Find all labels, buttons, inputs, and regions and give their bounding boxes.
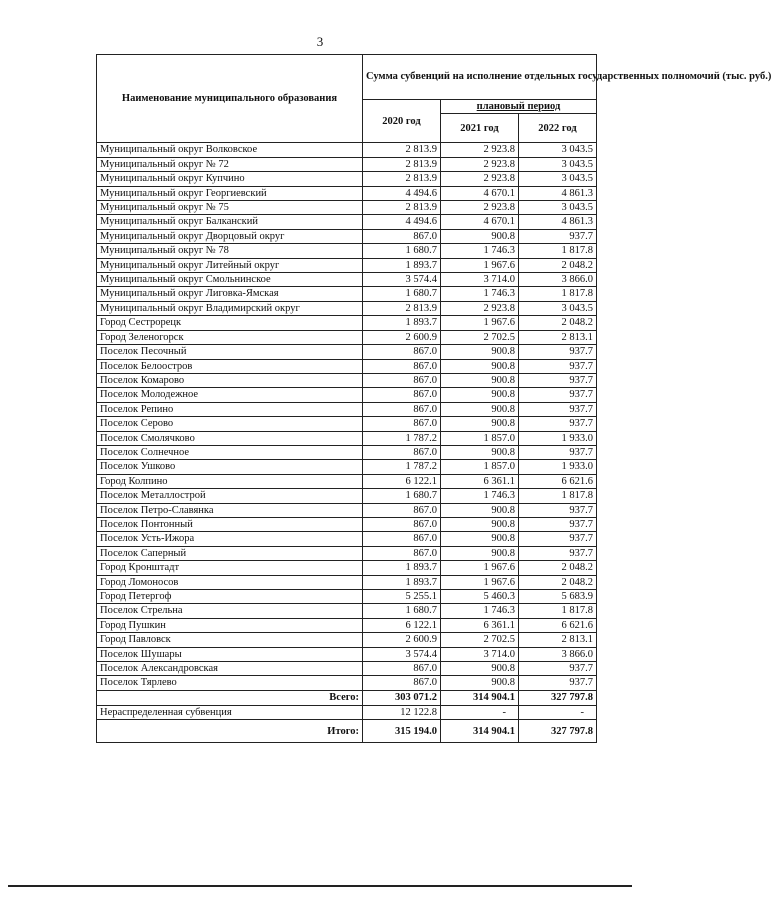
amount-2020: 4 494.6 [363, 215, 441, 229]
amount-2020: 867.0 [363, 532, 441, 546]
table-row [97, 460, 597, 474]
municipality-name: Поселок Металлострой [97, 489, 363, 503]
municipality-name: Поселок Тярлево [97, 676, 363, 690]
amount-2020: 867.0 [363, 676, 441, 690]
table-row [97, 157, 597, 171]
amount-2022: 937.7 [519, 388, 597, 402]
amount-2022: 1 933.0 [519, 460, 597, 474]
table-row [97, 143, 597, 157]
amount-2020: 1 893.7 [363, 316, 441, 330]
amount-2021: 900.8 [441, 532, 519, 546]
grand-total-2022: 327 797.8 [519, 720, 597, 743]
amount-2021: 1 967.6 [441, 258, 519, 272]
table-row [97, 561, 597, 575]
amount-2021: 5 460.3 [441, 590, 519, 604]
amount-2021: 1 746.3 [441, 489, 519, 503]
amount-2022: 5 683.9 [519, 590, 597, 604]
table-row [97, 316, 597, 330]
table-row [97, 517, 597, 531]
amount-2021: 900.8 [441, 546, 519, 560]
table-row [97, 647, 597, 661]
municipality-name: Город Зеленогорск [97, 330, 363, 344]
amount-2020: 867.0 [363, 373, 441, 387]
municipality-name: Муниципальный округ Владимирский округ [97, 301, 363, 315]
amount-2021: 1 746.3 [441, 604, 519, 618]
table-row [97, 402, 597, 416]
municipality-name: Поселок Молодежное [97, 388, 363, 402]
amount-2020: 1 787.2 [363, 431, 441, 445]
amount-2021: 900.8 [441, 445, 519, 459]
table-row [97, 474, 597, 488]
amount-2020: 867.0 [363, 445, 441, 459]
amount-2020: 1 680.7 [363, 287, 441, 301]
table-row [97, 258, 597, 272]
amount-2022: 3 866.0 [519, 647, 597, 661]
amount-2020: 1 787.2 [363, 460, 441, 474]
unallocated-row [97, 705, 597, 719]
amount-2021: 1 857.0 [441, 460, 519, 474]
amount-2021: 6 361.1 [441, 474, 519, 488]
municipality-name: Поселок Понтонный [97, 517, 363, 531]
municipality-name: Муниципальный округ Волковское [97, 143, 363, 157]
amount-2020: 1 680.7 [363, 244, 441, 258]
amount-2021: 900.8 [441, 388, 519, 402]
table-row [97, 618, 597, 632]
municipality-name: Муниципальный округ Георгиевский [97, 186, 363, 200]
amount-2020: 2 813.9 [363, 157, 441, 171]
amount-2020: 1 680.7 [363, 489, 441, 503]
amount-2020: 2 813.9 [363, 201, 441, 215]
table-row [97, 301, 597, 315]
total-2022: 327 797.8 [519, 690, 597, 705]
municipality-name: Поселок Солнечное [97, 445, 363, 459]
grand-total-label: Итого: [97, 720, 363, 743]
municipality-name: Муниципальный округ № 72 [97, 157, 363, 171]
amount-2020: 867.0 [363, 517, 441, 531]
amount-2022: 1 817.8 [519, 287, 597, 301]
amount-2020: 1 680.7 [363, 604, 441, 618]
amount-2022: 937.7 [519, 517, 597, 531]
amount-2022: 2 048.2 [519, 575, 597, 589]
amount-2022: 3 866.0 [519, 273, 597, 287]
municipality-name: Город Петергоф [97, 590, 363, 604]
amount-2020: 4 494.6 [363, 186, 441, 200]
municipality-name: Поселок Усть-Ижора [97, 532, 363, 546]
amount-2021: 1 967.6 [441, 316, 519, 330]
table-row [97, 590, 597, 604]
amount-2021: 4 670.1 [441, 186, 519, 200]
amount-2021: 900.8 [441, 503, 519, 517]
table-row [97, 431, 597, 445]
municipality-name: Поселок Шушары [97, 647, 363, 661]
grand-total-2020: 315 194.0 [363, 720, 441, 743]
amount-2021: 2 702.5 [441, 330, 519, 344]
municipality-name: Муниципальный округ № 78 [97, 244, 363, 258]
grand-total-2021: 314 904.1 [441, 720, 519, 743]
table-row [97, 186, 597, 200]
amount-2022: 937.7 [519, 402, 597, 416]
municipality-name: Муниципальный округ № 75 [97, 201, 363, 215]
amount-2020: 6 122.1 [363, 618, 441, 632]
table-row [97, 244, 597, 258]
amount-2022: 3 043.5 [519, 157, 597, 171]
table-row [97, 229, 597, 243]
amount-2021: 2 923.8 [441, 301, 519, 315]
header-year-2021: 2021 год [441, 114, 519, 143]
municipality-name: Город Пушкин [97, 618, 363, 632]
amount-2020: 867.0 [363, 417, 441, 431]
amount-2022: 2 048.2 [519, 316, 597, 330]
table-row [97, 662, 597, 676]
municipality-name: Город Кронштадт [97, 561, 363, 575]
amount-2021: 1 857.0 [441, 431, 519, 445]
amount-2021: 900.8 [441, 417, 519, 431]
amount-2022: 4 861.3 [519, 215, 597, 229]
amount-2022: 2 813.1 [519, 330, 597, 344]
amount-2022: 3 043.5 [519, 172, 597, 186]
amount-2022: 937.7 [519, 373, 597, 387]
amount-2021: 2 923.8 [441, 157, 519, 171]
amount-2021: 2 702.5 [441, 633, 519, 647]
amount-2021: 2 923.8 [441, 201, 519, 215]
table-row [97, 287, 597, 301]
table-row [97, 388, 597, 402]
unallocated-label: Нераспределенная субвенция [97, 705, 363, 719]
municipality-name: Поселок Ушково [97, 460, 363, 474]
amount-2020: 2 813.9 [363, 301, 441, 315]
table-row [97, 330, 597, 344]
total-2020: 303 071.2 [363, 690, 441, 705]
amount-2022: 2 048.2 [519, 561, 597, 575]
amount-2022: 937.7 [519, 229, 597, 243]
header-year-2020: 2020 год [363, 100, 441, 143]
amount-2022: 937.7 [519, 532, 597, 546]
municipality-name: Муниципальный округ Лиговка-Ямская [97, 287, 363, 301]
municipality-name: Поселок Белоостров [97, 359, 363, 373]
table-row [97, 345, 597, 359]
amount-2021: 1 746.3 [441, 244, 519, 258]
amount-2022: 3 043.5 [519, 201, 597, 215]
amount-2021: 6 361.1 [441, 618, 519, 632]
table-row [97, 417, 597, 431]
amount-2022: 937.7 [519, 546, 597, 560]
amount-2021: 4 670.1 [441, 215, 519, 229]
municipality-name: Поселок Серово [97, 417, 363, 431]
table-header [97, 55, 771, 143]
amount-2020: 2 600.9 [363, 633, 441, 647]
amount-2022: 3 043.5 [519, 301, 597, 315]
amount-2022: 937.7 [519, 359, 597, 373]
amount-2020: 867.0 [363, 503, 441, 517]
amount-2021: 900.8 [441, 359, 519, 373]
table-row [97, 489, 597, 503]
header-subvention-sum: Сумма субвенций на исполнение отдельных государственных полномочий (тыс. руб.) [363, 55, 597, 100]
amount-2022: 1 933.0 [519, 431, 597, 445]
amount-2020: 867.0 [363, 402, 441, 416]
table-row [97, 676, 597, 690]
amount-2020: 1 893.7 [363, 258, 441, 272]
amount-2022: 937.7 [519, 503, 597, 517]
table-row [97, 575, 597, 589]
municipality-name: Город Сестрорецк [97, 316, 363, 330]
amount-2020: 3 574.4 [363, 273, 441, 287]
amount-2022: 1 817.8 [519, 244, 597, 258]
table-row [97, 532, 597, 546]
table-row [97, 604, 597, 618]
municipality-name: Поселок Песочный [97, 345, 363, 359]
bottom-divider [8, 885, 632, 887]
municipality-name: Муниципальный округ Дворцовый округ [97, 229, 363, 243]
municipality-name: Поселок Смолячково [97, 431, 363, 445]
amount-2020: 867.0 [363, 229, 441, 243]
page-number: 3 [316, 34, 324, 49]
municipality-name: Поселок Петро-Славянка [97, 503, 363, 517]
amount-2022: 937.7 [519, 676, 597, 690]
municipality-name: Муниципальный округ Балканский [97, 215, 363, 229]
amount-2021: 900.8 [441, 229, 519, 243]
header-year-2022: 2022 год [519, 114, 597, 143]
municipality-name: Муниципальный округ Литейный округ [97, 258, 363, 272]
table-row [97, 633, 597, 647]
municipality-name: Поселок Александровская [97, 662, 363, 676]
table-row [97, 503, 597, 517]
amount-2021: 1 746.3 [441, 287, 519, 301]
amount-2022: 6 621.6 [519, 474, 597, 488]
total-label: Всего: [97, 690, 363, 705]
amount-2021: 3 714.0 [441, 273, 519, 287]
amount-2022: 1 817.8 [519, 604, 597, 618]
amount-2020: 867.0 [363, 359, 441, 373]
table-row [97, 172, 597, 186]
table-row [97, 373, 597, 387]
municipality-name: Город Ломоносов [97, 575, 363, 589]
amount-2021: 900.8 [441, 402, 519, 416]
amount-2021: 900.8 [441, 345, 519, 359]
unallocated-2020: 12 122.8 [363, 705, 441, 719]
amount-2020: 2 813.9 [363, 143, 441, 157]
amount-2022: 3 043.5 [519, 143, 597, 157]
table-row [97, 546, 597, 560]
header-municipality: Наименование муниципального образования [97, 55, 363, 143]
amount-2021: 900.8 [441, 662, 519, 676]
municipality-name: Муниципальный округ Смольнинское [97, 273, 363, 287]
municipality-name: Поселок Репино [97, 402, 363, 416]
amount-2020: 867.0 [363, 388, 441, 402]
amount-2021: 1 967.6 [441, 561, 519, 575]
municipality-name: Муниципальный округ Купчино [97, 172, 363, 186]
amount-2021: 2 923.8 [441, 172, 519, 186]
amount-2021: 900.8 [441, 676, 519, 690]
unallocated-2021: - [441, 705, 519, 719]
total-row [97, 690, 597, 705]
amount-2022: 937.7 [519, 345, 597, 359]
table-row [97, 445, 597, 459]
table-body [97, 143, 597, 743]
amount-2020: 3 574.4 [363, 647, 441, 661]
subventions-table [96, 54, 771, 743]
unallocated-2022: - [519, 705, 597, 719]
table-row [97, 273, 597, 287]
municipality-name: Город Колпино [97, 474, 363, 488]
amount-2021: 900.8 [441, 373, 519, 387]
amount-2022: 1 817.8 [519, 489, 597, 503]
municipality-name: Поселок Саперный [97, 546, 363, 560]
amount-2020: 1 893.7 [363, 561, 441, 575]
amount-2021: 3 714.0 [441, 647, 519, 661]
amount-2022: 6 621.6 [519, 618, 597, 632]
table-row [97, 359, 597, 373]
amount-2020: 867.0 [363, 345, 441, 359]
total-2021: 314 904.1 [441, 690, 519, 705]
header-planning-period: плановый период [441, 100, 597, 114]
amount-2020: 5 255.1 [363, 590, 441, 604]
amount-2021: 1 967.6 [441, 575, 519, 589]
amount-2020: 867.0 [363, 546, 441, 560]
amount-2020: 1 893.7 [363, 575, 441, 589]
amount-2022: 937.7 [519, 417, 597, 431]
table-row [97, 215, 597, 229]
amount-2020: 867.0 [363, 662, 441, 676]
municipality-name: Поселок Комарово [97, 373, 363, 387]
amount-2022: 4 861.3 [519, 186, 597, 200]
amount-2021: 2 923.8 [441, 143, 519, 157]
table-row [97, 201, 597, 215]
amount-2021: 900.8 [441, 517, 519, 531]
municipality-name: Поселок Стрельна [97, 604, 363, 618]
amount-2020: 6 122.1 [363, 474, 441, 488]
municipality-name: Город Павловск [97, 633, 363, 647]
amount-2022: 2 813.1 [519, 633, 597, 647]
amount-2020: 2 813.9 [363, 172, 441, 186]
amount-2022: 937.7 [519, 662, 597, 676]
grand-total-row [97, 720, 597, 743]
amount-2022: 937.7 [519, 445, 597, 459]
amount-2020: 2 600.9 [363, 330, 441, 344]
amount-2022: 2 048.2 [519, 258, 597, 272]
